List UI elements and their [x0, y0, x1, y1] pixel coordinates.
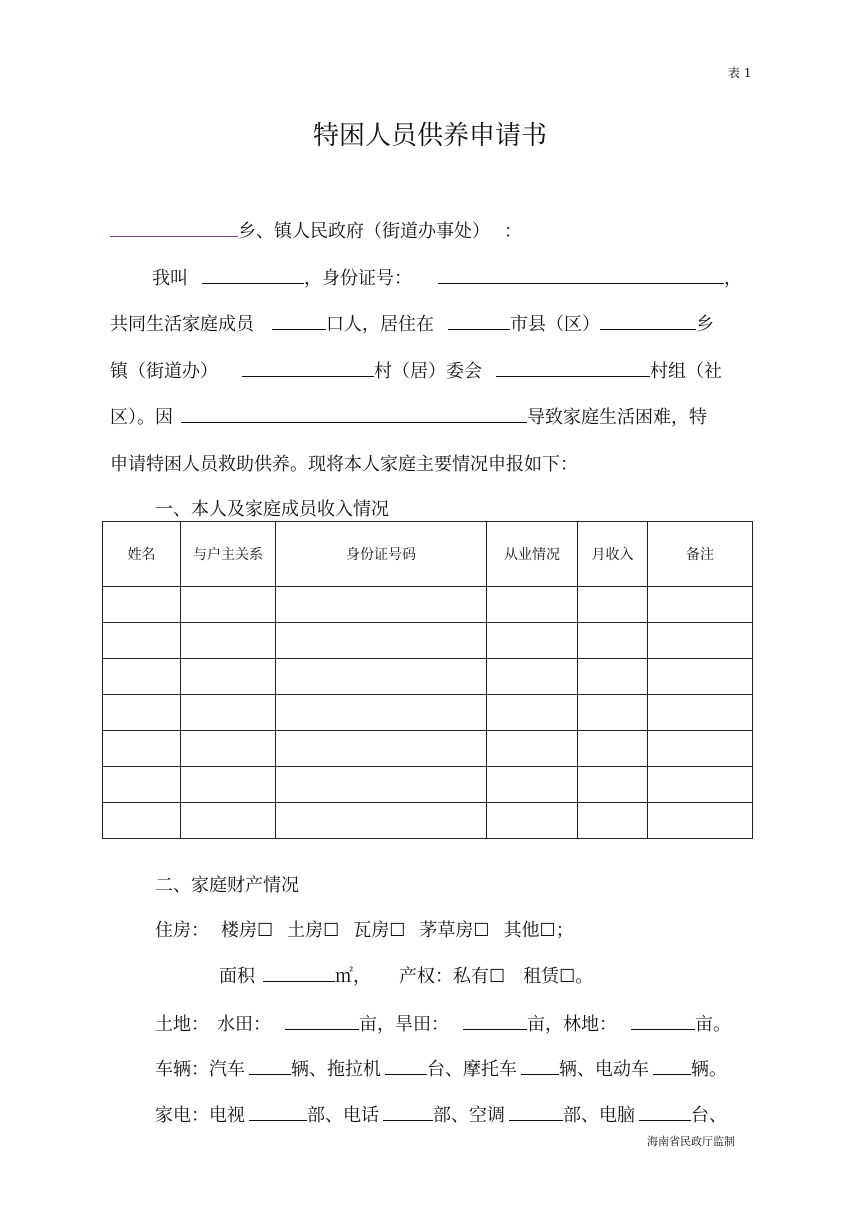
table-cell[interactable]	[487, 623, 578, 659]
table-cell[interactable]	[578, 731, 648, 767]
ebike-label: 电动车	[595, 1059, 649, 1080]
reason-blank[interactable]	[181, 403, 527, 423]
table-cell[interactable]	[181, 659, 276, 695]
housing-option-thatch[interactable]: 茅草房☐	[419, 920, 490, 941]
ebike-blank[interactable]	[653, 1055, 691, 1075]
dry-field-blank[interactable]	[463, 1010, 527, 1030]
col-header-relation: 与户主关系	[181, 522, 276, 587]
table-cell[interactable]	[578, 587, 648, 623]
table-cell[interactable]	[648, 587, 753, 623]
car-label: 汽车	[209, 1059, 245, 1080]
table-cell[interactable]	[181, 731, 276, 767]
area-label: 面积	[219, 966, 255, 987]
table-cell[interactable]	[487, 659, 578, 695]
table-cell[interactable]	[276, 767, 487, 803]
paragraph-line-2	[110, 310, 714, 336]
table-cell[interactable]	[103, 695, 181, 731]
table-cell[interactable]	[648, 623, 753, 659]
table-cell[interactable]	[487, 587, 578, 623]
housing-option-building[interactable]: 楼房☐	[221, 920, 274, 941]
motorcycle-blank[interactable]	[521, 1055, 559, 1075]
ac-label: 空调	[469, 1105, 505, 1126]
paragraph-line-3	[110, 357, 722, 383]
land-label: 土地：	[155, 1014, 209, 1035]
table-row	[103, 659, 753, 695]
vehicles-label: 车辆：	[155, 1059, 209, 1080]
id-number-blank[interactable]	[438, 264, 724, 284]
addressee-colon: ：	[504, 221, 522, 242]
phone-label: 电话	[343, 1105, 379, 1126]
tractor-unit: 台、	[427, 1059, 463, 1080]
table-cell[interactable]	[103, 659, 181, 695]
table-cell[interactable]	[578, 659, 648, 695]
col-header-name: 姓名	[103, 522, 181, 587]
table-row	[103, 695, 753, 731]
housing-option-earth[interactable]: 土房☐	[287, 920, 340, 941]
pc-label: 电脑	[599, 1105, 635, 1126]
table-cell[interactable]	[487, 767, 578, 803]
section1-heading: 一、本人及家庭成员收入情况	[155, 499, 389, 520]
members-count-blank[interactable]	[272, 310, 326, 330]
table-cell[interactable]	[578, 767, 648, 803]
village-group-blank[interactable]	[496, 357, 650, 377]
col-header-occupation: 从业情况	[487, 522, 578, 587]
table-cell[interactable]	[181, 587, 276, 623]
income-table	[102, 521, 753, 839]
housing-option-other[interactable]: 其他☐；	[503, 920, 574, 941]
tv-blank[interactable]	[249, 1101, 307, 1121]
table-cell[interactable]	[103, 803, 181, 839]
table-cell[interactable]	[648, 803, 753, 839]
table-cell[interactable]	[276, 695, 487, 731]
tractor-blank[interactable]	[385, 1055, 427, 1075]
table-cell[interactable]	[181, 695, 276, 731]
pc-unit: 台、	[691, 1105, 727, 1126]
table-cell[interactable]	[103, 623, 181, 659]
housing-label: 住房：	[155, 920, 209, 941]
text-living-in: 口人，居住在	[326, 314, 434, 335]
table-row	[103, 803, 753, 839]
table-cell[interactable]	[103, 587, 181, 623]
table-cell[interactable]	[487, 803, 578, 839]
table-cell[interactable]	[578, 623, 648, 659]
text-town-street: 镇（街道办）	[110, 361, 218, 382]
paragraph-line-4	[110, 403, 707, 429]
text-hardship: 导致家庭生活困难，特	[527, 407, 707, 428]
vehicles-line	[155, 1055, 727, 1081]
table-header-row	[103, 522, 753, 587]
paragraph-line-5: 申请特困人员救助供养。现将本人家庭主要情况申报如下：	[110, 454, 578, 475]
table-cell[interactable]	[648, 659, 753, 695]
table-row	[103, 731, 753, 767]
appliances-label: 家电：	[155, 1105, 209, 1126]
forest-blank[interactable]	[631, 1010, 695, 1030]
area-line	[219, 962, 593, 988]
table-row	[103, 767, 753, 803]
housing-line	[155, 916, 574, 942]
page-title: 特困人员供养申请书	[312, 121, 547, 151]
footer-issuer: 海南省民政厅监制	[647, 1135, 735, 1148]
addressee-suffix: 乡、镇人民政府（街道办事处）	[238, 221, 490, 242]
ebike-unit: 辆。	[691, 1059, 727, 1080]
township-blank[interactable]	[110, 217, 238, 237]
city-county-blank[interactable]	[448, 310, 510, 330]
table-cell[interactable]	[578, 803, 648, 839]
ownership-option-private[interactable]: 私有☐	[453, 966, 506, 987]
table-cell[interactable]	[276, 587, 487, 623]
table-cell[interactable]	[181, 803, 276, 839]
table-cell[interactable]	[181, 767, 276, 803]
text-household-members: 共同生活家庭成员	[110, 314, 254, 335]
tractor-label: 拖拉机	[327, 1059, 381, 1080]
text-xiang: 乡	[696, 314, 714, 335]
table-cell[interactable]	[276, 623, 487, 659]
section2-heading: 二、家庭财产情况	[155, 875, 299, 896]
table-cell[interactable]	[648, 695, 753, 731]
area-unit: ㎡，	[335, 966, 371, 987]
table-cell[interactable]	[648, 767, 753, 803]
phone-unit: 部、	[433, 1105, 469, 1126]
forest-unit: 亩。	[695, 1014, 731, 1035]
ac-unit: 部、	[563, 1105, 599, 1126]
table-cell[interactable]	[487, 731, 578, 767]
paragraph-line-1	[152, 264, 742, 290]
ownership-option-rented[interactable]: 租赁☐。	[523, 966, 594, 987]
car-blank[interactable]	[249, 1055, 291, 1075]
col-header-income: 月收入	[578, 522, 648, 587]
table-cell[interactable]	[103, 767, 181, 803]
col-header-id: 身份证号码	[276, 522, 487, 587]
tv-unit: 部、	[307, 1105, 343, 1126]
tv-label: 电视	[209, 1105, 245, 1126]
forest-label: 林地：	[563, 1014, 617, 1035]
ac-blank[interactable]	[509, 1101, 563, 1121]
motorcycle-unit: 辆、	[559, 1059, 595, 1080]
text-village-group: 村组（社	[650, 361, 722, 382]
name-blank[interactable]	[202, 264, 304, 284]
table-row	[103, 623, 753, 659]
township-name-blank[interactable]	[600, 310, 696, 330]
area-blank[interactable]	[263, 962, 335, 982]
text-because: 区）。因	[110, 407, 173, 428]
form-number: 表 1	[728, 66, 752, 80]
table-cell[interactable]	[578, 695, 648, 731]
pc-blank[interactable]	[639, 1101, 691, 1121]
table-cell[interactable]	[276, 803, 487, 839]
text-comma: ，	[724, 268, 742, 289]
table-cell[interactable]	[103, 731, 181, 767]
table-cell[interactable]	[276, 731, 487, 767]
table-row	[103, 587, 753, 623]
car-unit: 辆、	[291, 1059, 327, 1080]
paddy-blank[interactable]	[285, 1010, 359, 1030]
housing-option-tile[interactable]: 瓦房☐	[353, 920, 406, 941]
paddy-unit: 亩，	[359, 1014, 395, 1035]
text-my-name-is: 我叫	[152, 268, 188, 289]
text-city-county: 市县（区）	[510, 314, 600, 335]
village-blank[interactable]	[242, 357, 374, 377]
paddy-label: 水田：	[217, 1014, 271, 1035]
table-cell[interactable]	[648, 731, 753, 767]
land-line	[155, 1010, 731, 1036]
motorcycle-label: 摩托车	[463, 1059, 517, 1080]
col-header-remarks: 备注	[648, 522, 753, 587]
dry-field-label: 旱田：	[395, 1014, 449, 1035]
appliances-line	[155, 1101, 727, 1127]
table-cell[interactable]	[487, 695, 578, 731]
ownership-label: 产权：	[399, 966, 453, 987]
table-cell[interactable]	[276, 659, 487, 695]
text-id-number: ，身份证号：	[304, 268, 412, 289]
text-village-committee: 村（居）委会	[374, 361, 482, 382]
table-cell[interactable]	[181, 623, 276, 659]
addressee-line	[110, 217, 522, 243]
phone-blank[interactable]	[383, 1101, 433, 1121]
dry-field-unit: 亩，	[527, 1014, 563, 1035]
